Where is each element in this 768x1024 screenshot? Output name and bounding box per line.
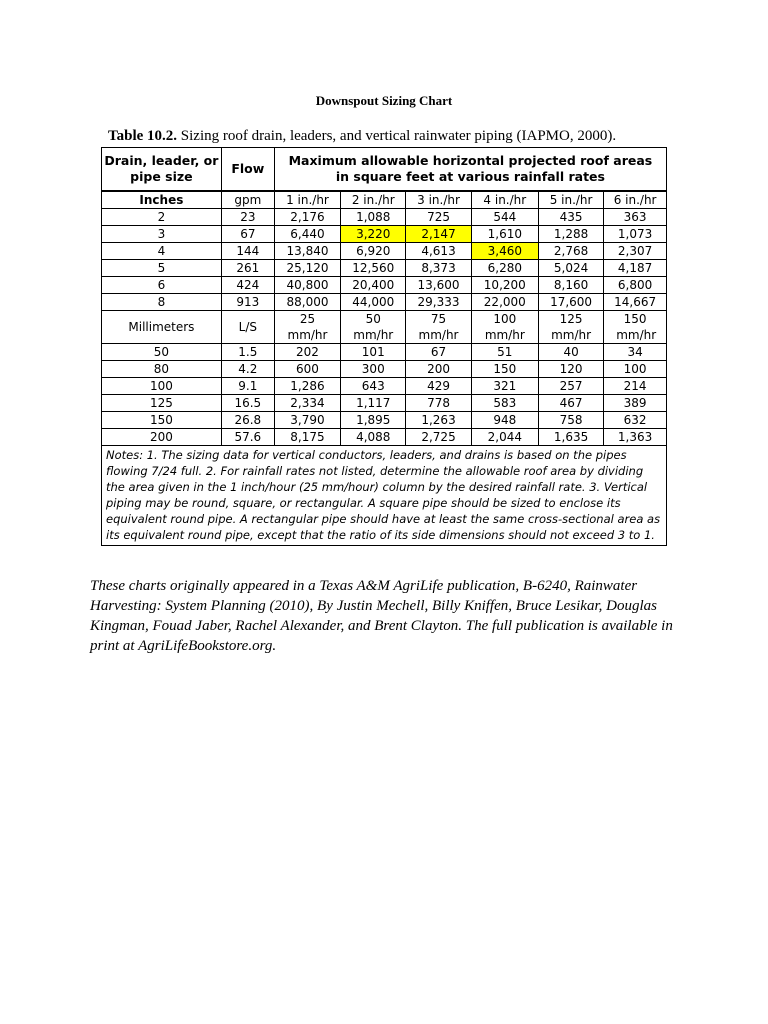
table-cell: 1,088 [341,209,406,226]
table-cell: 544 [471,209,538,226]
table-cell: 40 [538,344,603,361]
table-row [102,277,666,294]
table-row [102,260,666,277]
table-cell: 2 [102,209,221,226]
metric-unit-header: 125 mm/hr [538,311,603,344]
metric-rows [102,344,666,446]
table-notes: Notes: 1. The sizing data for vertical conductors, leaders, and drains is based on the pipes flowing 7/24 full. 2. For rainfall rates not listed, determine the allowable roof area by dividing the area given in the 1 inch/hour (25 mm/hour) column by the desired rainfall rate. 3. Vertical piping may be round, square, or rectangular. A square pipe should be sized to enclose its equivalent round pipe. A rectangular pipe should have at least the same cross-sectional area as its equivalent round pipe, except that the ratio of its side dimensions should not exceed 3 to 1. [102,446,666,546]
table-cell: 10,200 [471,277,538,294]
table-cell: 1,117 [341,395,406,412]
table-row [102,294,666,311]
metric-units-row [102,311,666,344]
metric-unit-header: 100 mm/hr [471,311,538,344]
table-row [102,378,666,395]
table-row [102,226,666,243]
downspout-sizing-table [101,147,667,546]
table-cell: 51 [471,344,538,361]
table-cell: 300 [341,361,406,378]
table-cell: 3 [102,226,221,243]
table-cell: 8,373 [406,260,471,277]
table-cell: 202 [274,344,340,361]
table-cell: 632 [604,412,666,429]
metric-unit-header: 25 mm/hr [274,311,340,344]
table-cell: 2,147 [406,226,471,243]
imperial-units-row [102,191,666,209]
table-cell: 50 [102,344,221,361]
footer-attribution: These charts originally appeared in a Texas A&M AgriLife publication, B-6240, Rainwater Harvesting: System Planning (2010), By Justin Mechell, Billy Kniffen, Bruce Lesikar, Douglas Kingman, Fouad Jaber, Rachel Alexander, and Brent Clayton. The full publication is available in print at AgriLifeBookstore.org. [90,578,673,654]
table-cell: 17,600 [538,294,603,311]
table-cell: 125 [102,395,221,412]
table-cell: 424 [221,277,274,294]
table-cell: 6,800 [604,277,666,294]
table-cell: 3,790 [274,412,340,429]
table-cell: 1,073 [604,226,666,243]
table-row [102,209,666,226]
table-caption [108,128,708,145]
table-cell: 8 [102,294,221,311]
table-cell: 948 [471,412,538,429]
table-cell: 57.6 [221,429,274,446]
table-cell: 88,000 [274,294,340,311]
table-cell: 200 [102,429,221,446]
table-caption-text: Sizing roof drain, leaders, and vertical rainwater piping (IAPMO, 2000). [177,128,617,144]
table-cell: 12,560 [341,260,406,277]
table-cell: 67 [221,226,274,243]
table-cell: 2,725 [406,429,471,446]
table-cell: 1.5 [221,344,274,361]
table-cell: 257 [538,378,603,395]
table-cell: 100 [102,378,221,395]
table-cell: 5 [102,260,221,277]
page-title: Downspout Sizing Chart [315,93,453,108]
table-cell: 4,187 [604,260,666,277]
table-cell: 34 [604,344,666,361]
table-cell: 1,363 [604,429,666,446]
table-cell: 20,400 [341,277,406,294]
table-cell: 725 [406,209,471,226]
table-cell: 150 [102,412,221,429]
table-cell: 8,175 [274,429,340,446]
table-cell: 2,044 [471,429,538,446]
table-cell: 643 [341,378,406,395]
table-cell: 3,460 [471,243,538,260]
table-cell: 261 [221,260,274,277]
table-cell: 67 [406,344,471,361]
table-row [102,243,666,260]
table-cell: 22,000 [471,294,538,311]
metric-unit-header: Millimeters [102,311,221,344]
table-cell: 1,288 [538,226,603,243]
table-cell: 3,220 [341,226,406,243]
table-cell: 758 [538,412,603,429]
metric-unit-header: L/S [221,311,274,344]
table-cell: 13,600 [406,277,471,294]
table-cell: 6,440 [274,226,340,243]
imperial-unit-header: 6 in./hr [604,191,666,209]
table-cell: 435 [538,209,603,226]
table-cell: 40,800 [274,277,340,294]
table-cell: 2,768 [538,243,603,260]
table-cell: 101 [341,344,406,361]
imperial-unit-header: 4 in./hr [471,191,538,209]
table-cell: 363 [604,209,666,226]
table-cell: 1,263 [406,412,471,429]
table-cell: 2,334 [274,395,340,412]
table-cell: 26.8 [221,412,274,429]
table-cell: 6 [102,277,221,294]
table-cell: 29,333 [406,294,471,311]
table-cell: 1,286 [274,378,340,395]
table-cell: 1,635 [538,429,603,446]
table-cell: 321 [471,378,538,395]
table-cell: 150 [471,361,538,378]
header-max-roof-area: Maximum allowable horizontal projected roof areas in square feet at various rainfall rates [274,148,666,191]
table-row [102,361,666,378]
imperial-unit-header: Inches [102,191,221,209]
table-cell: 8,160 [538,277,603,294]
table-cell: 6,280 [471,260,538,277]
imperial-rows [102,209,666,311]
table-row [102,344,666,361]
table-cell: 4,613 [406,243,471,260]
table-cell: 2,176 [274,209,340,226]
imperial-unit-header: 2 in./hr [341,191,406,209]
table-cell: 4,088 [341,429,406,446]
imperial-unit-header: 1 in./hr [274,191,340,209]
table-cell: 200 [406,361,471,378]
header-flow: Flow [221,148,274,191]
table-cell: 913 [221,294,274,311]
table-cell: 600 [274,361,340,378]
table-cell: 16.5 [221,395,274,412]
imperial-unit-header: gpm [221,191,274,209]
table-caption-label: Table 10.2. [108,128,178,144]
imperial-unit-header: 5 in./hr [538,191,603,209]
metric-unit-header: 50 mm/hr [341,311,406,344]
table-cell: 9.1 [221,378,274,395]
table-cell: 2,307 [604,243,666,260]
table-cell: 13,840 [274,243,340,260]
table-cell: 778 [406,395,471,412]
table-cell: 25,120 [274,260,340,277]
table-cell: 14,667 [604,294,666,311]
imperial-unit-header: 3 in./hr [406,191,471,209]
table-cell: 429 [406,378,471,395]
table-cell: 214 [604,378,666,395]
metric-unit-header: 150 mm/hr [604,311,666,344]
table-cell: 44,000 [341,294,406,311]
table-cell: 120 [538,361,603,378]
table-cell: 583 [471,395,538,412]
table-cell: 1,895 [341,412,406,429]
table-cell: 80 [102,361,221,378]
table-cell: 4.2 [221,361,274,378]
table-cell: 1,610 [471,226,538,243]
table-cell: 467 [538,395,603,412]
table-cell: 144 [221,243,274,260]
table-cell: 389 [604,395,666,412]
table-row [102,395,666,412]
table-cell: 6,920 [341,243,406,260]
table-cell: 5,024 [538,260,603,277]
table-row [102,429,666,446]
table-cell: 4 [102,243,221,260]
header-pipe-size: Drain, leader, or pipe size [102,148,221,191]
table-cell: 23 [221,209,274,226]
metric-unit-header: 75 mm/hr [406,311,471,344]
table-row [102,412,666,429]
table-cell: 100 [604,361,666,378]
